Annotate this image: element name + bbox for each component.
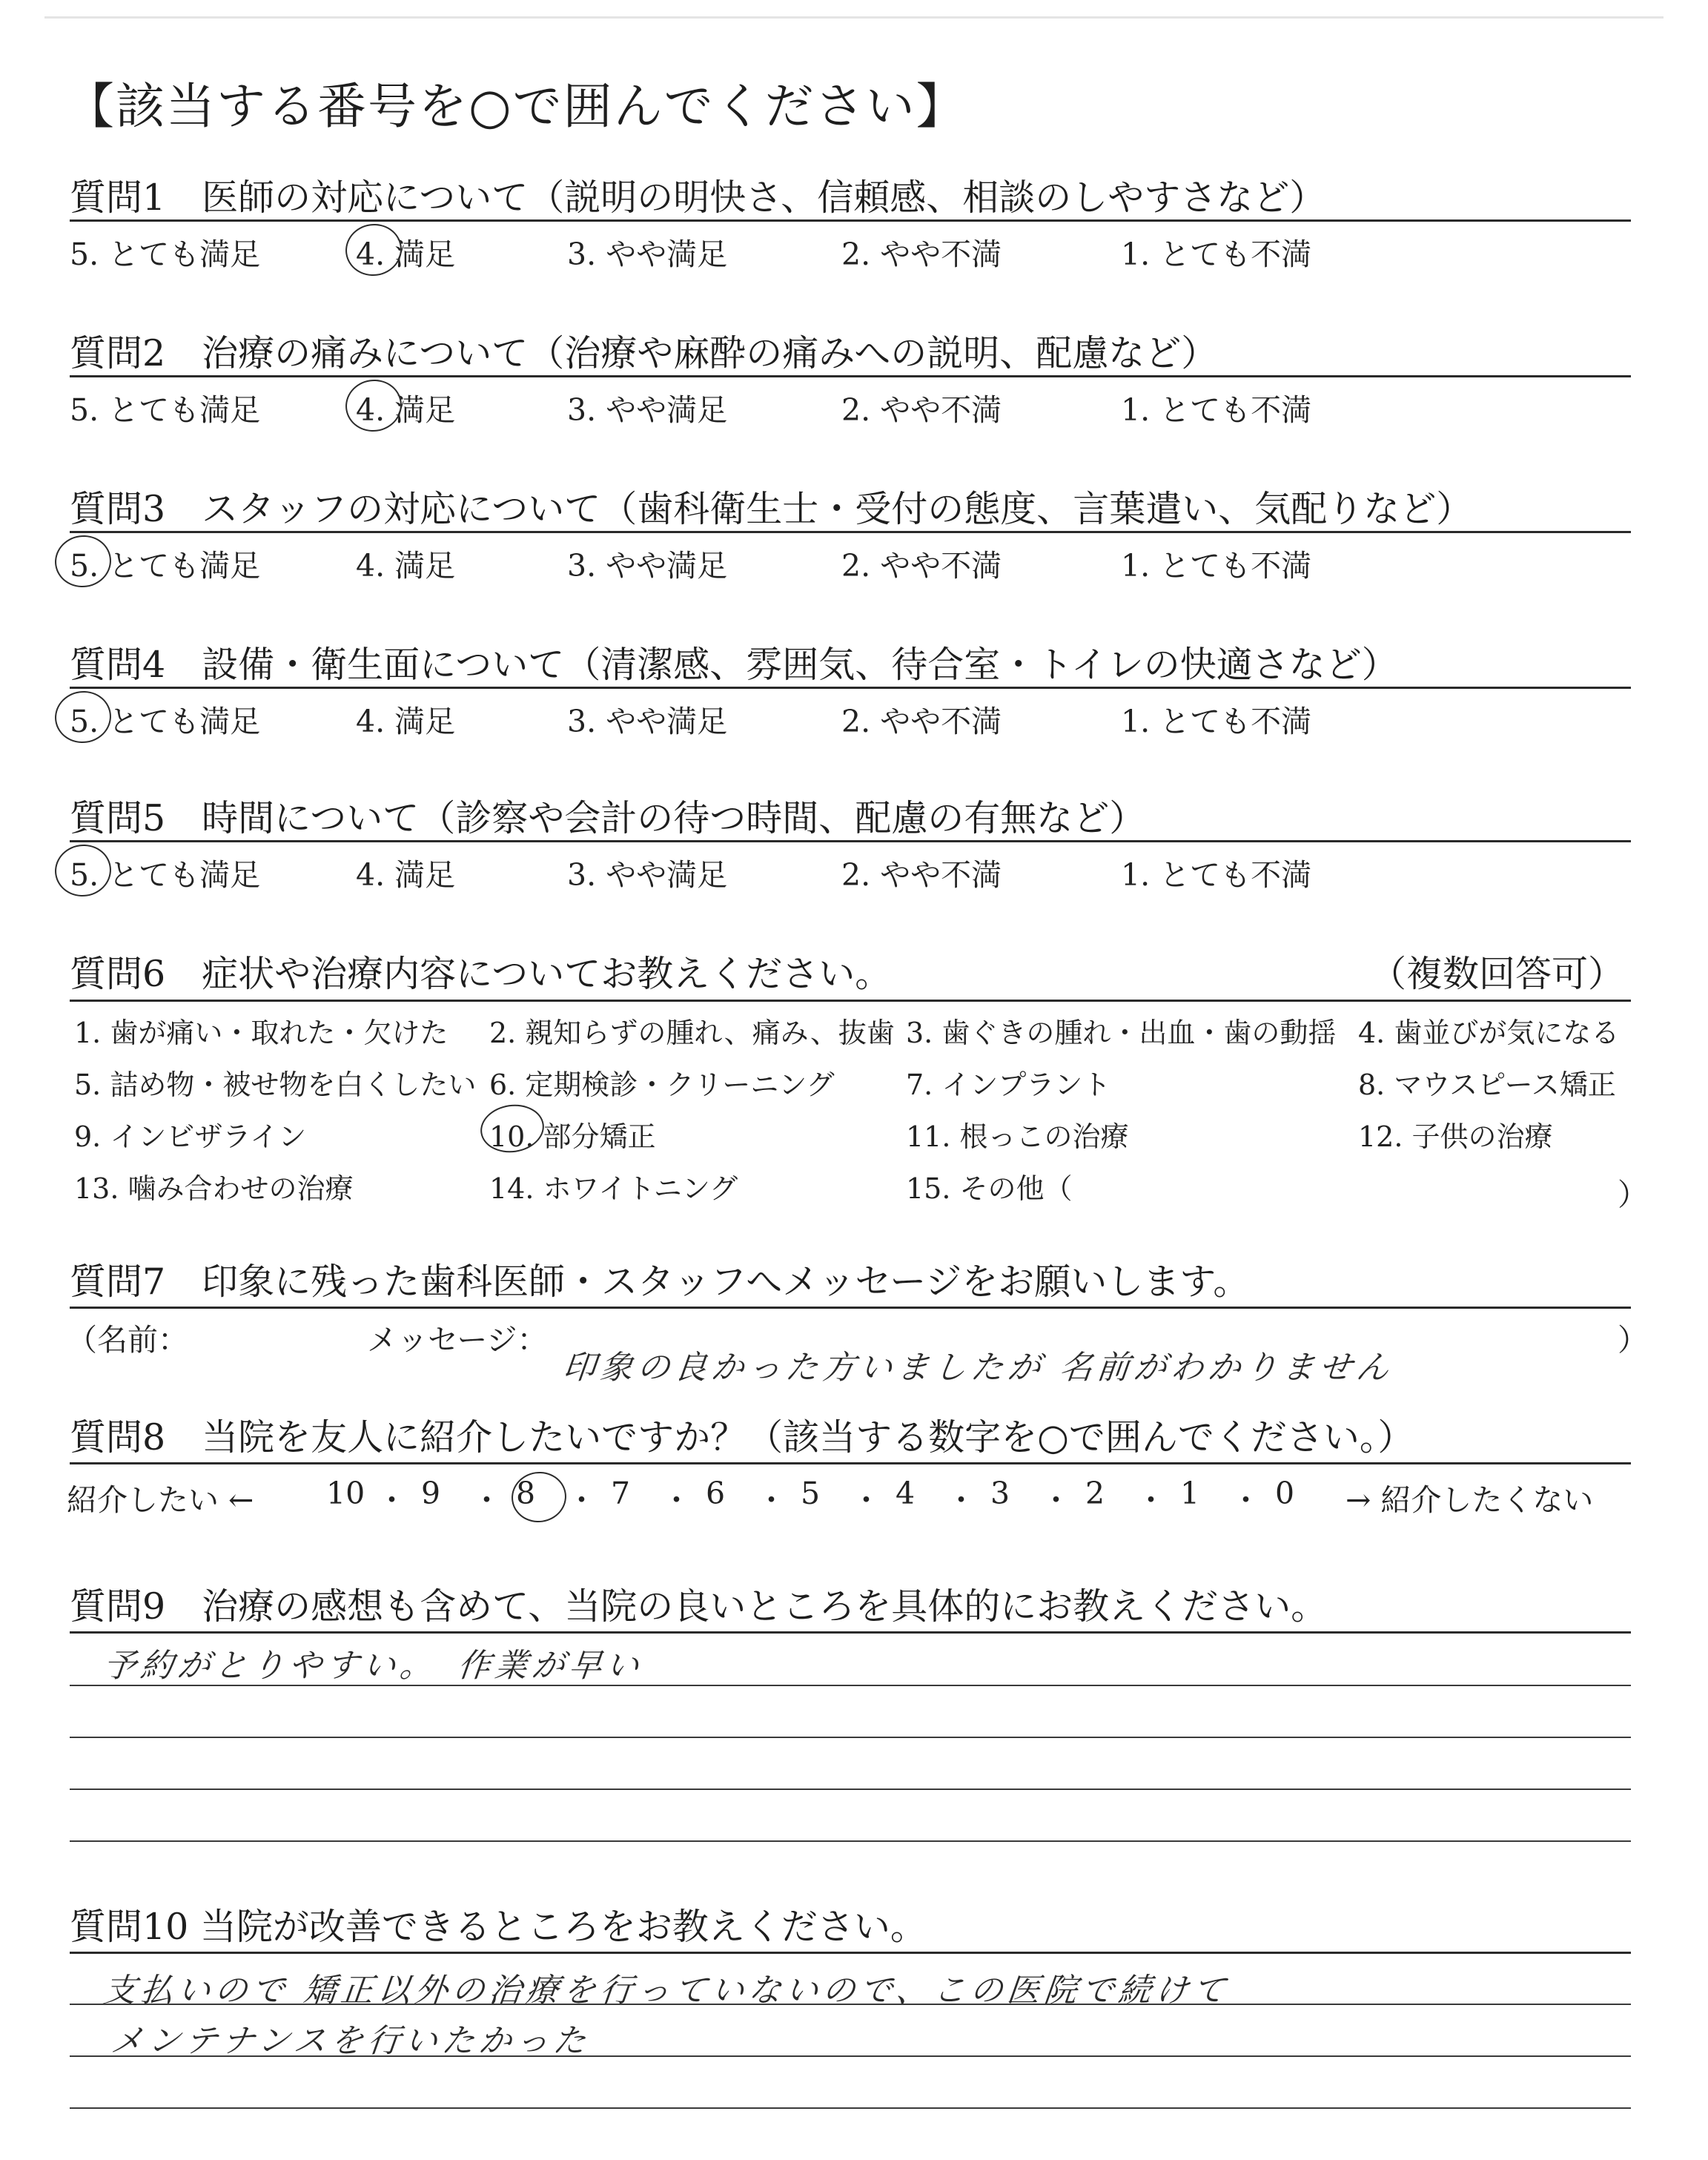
q8-separator: ・: [661, 1482, 692, 1518]
q8-separator: ・: [756, 1482, 787, 1518]
q1-rule: [70, 219, 1631, 222]
q6-option-7[interactable]: 7. インプラント: [906, 1069, 1111, 1101]
q8-separator: ・: [1136, 1482, 1166, 1518]
q1-option-5[interactable]: 5. とても満足: [70, 237, 261, 272]
q6-option-11[interactable]: 11. 根っこの治療: [906, 1120, 1129, 1153]
q8-title: 質問8 当院を友人に紹介したいですか？（該当する数字を○で囲んでください。）: [70, 1416, 1414, 1459]
q4-title: 質問4 設備・衛生面について（清潔感、雰囲気、待合室・トイレの快適さなど）: [70, 644, 1398, 686]
q8-separator: ・: [851, 1482, 881, 1518]
q4-option-5[interactable]: 5. とても満足: [70, 704, 261, 739]
q5-title: 質問5 時間について（診察や会計の待つ時間、配慮の有無など）: [70, 797, 1146, 839]
q1-option-2[interactable]: 2. やや不満: [841, 237, 1002, 272]
q3-option-5[interactable]: 5. とても満足: [70, 548, 261, 584]
q8-separator: ・: [1041, 1482, 1071, 1518]
q1-option-3[interactable]: 3. やや満足: [567, 237, 728, 272]
q4-option-4[interactable]: 4. 満足: [356, 704, 456, 739]
q3-title: 質問3 スタッフの対応について（歯科衛生士・受付の態度、言葉遣い、気配りなど）: [70, 488, 1473, 530]
q4-option-3[interactable]: 3. やや満足: [567, 704, 728, 739]
q8-scale-0[interactable]: 0: [1275, 1476, 1295, 1511]
q6-option-1[interactable]: 1. 歯が痛い・取れた・欠けた: [74, 1017, 448, 1049]
q6-rule: [70, 1000, 1631, 1002]
q5-option-1[interactable]: 1. とても不満: [1121, 857, 1312, 893]
q8-separator: ・: [471, 1482, 502, 1518]
q3-option-1[interactable]: 1. とても不満: [1121, 548, 1312, 584]
q8-scale-7[interactable]: 7: [611, 1476, 631, 1511]
q7-title: 質問7 印象に残った歯科医師・スタッフへメッセージをお願いします。: [70, 1261, 1250, 1303]
q6-option-4[interactable]: 4. 歯並びが気になる: [1358, 1017, 1620, 1049]
q8-scale-5[interactable]: 5: [801, 1476, 821, 1511]
q8-scale-6[interactable]: 6: [706, 1476, 726, 1511]
q7-rule: [70, 1307, 1631, 1309]
q2-option-1[interactable]: 1. とても不満: [1121, 392, 1312, 428]
q9-rule: [70, 1631, 1631, 1634]
q6-option-5[interactable]: 5. 詰め物・被せ物を白くしたい: [74, 1069, 477, 1101]
q8-separator: ・: [377, 1482, 407, 1518]
q5-option-4[interactable]: 4. 満足: [356, 857, 456, 893]
q1-option-4[interactable]: 4. 満足: [356, 237, 456, 272]
q8-separator: ・: [1231, 1482, 1261, 1518]
q6-option-15[interactable]: 15. その他（: [906, 1172, 1073, 1205]
top-divider: [44, 16, 1664, 19]
q7-close-paren: ）: [1618, 1322, 1648, 1358]
q8-scale-2[interactable]: 2: [1085, 1476, 1105, 1511]
q8-scale-8[interactable]: 8: [516, 1476, 536, 1511]
q2-rule: [70, 375, 1631, 377]
q9-line-2: [70, 1737, 1631, 1738]
q6-title: 質問6 症状や治療内容についてお教えください。: [70, 953, 892, 995]
q9-line-4: [70, 1840, 1631, 1842]
q6-multiple-note: （複数回答可）: [1370, 953, 1625, 995]
page-heading: 【該当する番号を○で囲んでください】: [65, 78, 967, 135]
q6-option-8[interactable]: 8. マウスピース矯正: [1358, 1069, 1616, 1101]
q4-option-2[interactable]: 2. やや不満: [841, 704, 1002, 739]
q8-separator: ・: [946, 1482, 976, 1518]
q10-title: 質問10 当院が改善できるところをお教えください。: [70, 1906, 927, 1948]
q6-option-13[interactable]: 13. 噛み合わせの治療: [74, 1172, 354, 1205]
q6-option-10[interactable]: 10. 部分矯正: [489, 1120, 656, 1153]
q1-option-1[interactable]: 1. とても不満: [1121, 237, 1312, 272]
q10-rule: [70, 1952, 1631, 1954]
q3-option-3[interactable]: 3. やや満足: [567, 548, 728, 584]
q8-separator: ・: [566, 1482, 597, 1518]
q8-right-label: → 紹介したくない: [1345, 1482, 1594, 1518]
q10-handwritten-line-1: 支払いので 矯正以外の治療を行っていないので、この医院で続けて: [101, 1972, 1232, 2009]
q5-option-5[interactable]: 5. とても満足: [70, 857, 261, 893]
q8-scale-9[interactable]: 9: [421, 1476, 441, 1511]
q10-handwritten-line-2: メンテナンスを行いたかった: [108, 2022, 592, 2060]
q8-scale-4[interactable]: 4: [896, 1476, 916, 1511]
q2-option-5[interactable]: 5. とても満足: [70, 392, 261, 428]
q2-option-2[interactable]: 2. やや不満: [841, 392, 1002, 428]
q6-other-close-paren: ）: [1618, 1177, 1648, 1212]
q7-name-label: （名前：: [67, 1322, 188, 1358]
q6-option-9[interactable]: 9. インビザライン: [74, 1120, 307, 1153]
q2-option-3[interactable]: 3. やや満足: [567, 392, 728, 428]
q4-rule: [70, 687, 1631, 689]
q6-option-2[interactable]: 2. 親知らずの腫れ、痛み、抜歯: [489, 1017, 895, 1049]
q10-line-3: [70, 2107, 1631, 2109]
q3-option-2[interactable]: 2. やや不満: [841, 548, 1002, 584]
q5-option-3[interactable]: 3. やや満足: [567, 857, 728, 893]
q1-title: 質問1 医師の対応について（説明の明快さ、信頼感、相談のしやすさなど）: [70, 176, 1326, 219]
q8-scale-1[interactable]: 1: [1180, 1476, 1200, 1511]
q6-option-14[interactable]: 14. ホワイトニング: [489, 1172, 738, 1205]
q6-option-6[interactable]: 6. 定期検診・クリーニング: [489, 1069, 835, 1101]
q9-line-3: [70, 1789, 1631, 1790]
q2-title: 質問2 治療の痛みについて（治療や麻酔の痛みへの説明、配慮など）: [70, 332, 1218, 374]
q8-scale-10[interactable]: 10: [326, 1476, 365, 1511]
q3-rule: [70, 531, 1631, 533]
q2-option-4[interactable]: 4. 満足: [356, 392, 456, 428]
q9-handwritten-line-1: 予約がとりやすい。 作業が早い: [101, 1647, 646, 1685]
q7-handwritten-message: 印象の良かった方いましたが 名前がわかりません: [560, 1349, 1396, 1387]
q6-option-3[interactable]: 3. 歯ぐきの腫れ・出血・歯の動揺: [906, 1017, 1337, 1049]
q5-option-2[interactable]: 2. やや不満: [841, 857, 1002, 893]
q8-rule: [70, 1462, 1631, 1464]
q8-scale-3[interactable]: 3: [990, 1476, 1010, 1511]
q4-option-1[interactable]: 1. とても不満: [1121, 704, 1312, 739]
q7-message-label: メッセージ：: [367, 1322, 548, 1358]
q8-left-label: 紹介したい ←: [67, 1482, 254, 1518]
q5-rule: [70, 840, 1631, 842]
q9-title: 質問9 治療の感想も含めて、当院の良いところを具体的にお教えください。: [70, 1585, 1328, 1628]
q3-option-4[interactable]: 4. 満足: [356, 548, 456, 584]
q6-option-12[interactable]: 12. 子供の治療: [1358, 1120, 1553, 1153]
